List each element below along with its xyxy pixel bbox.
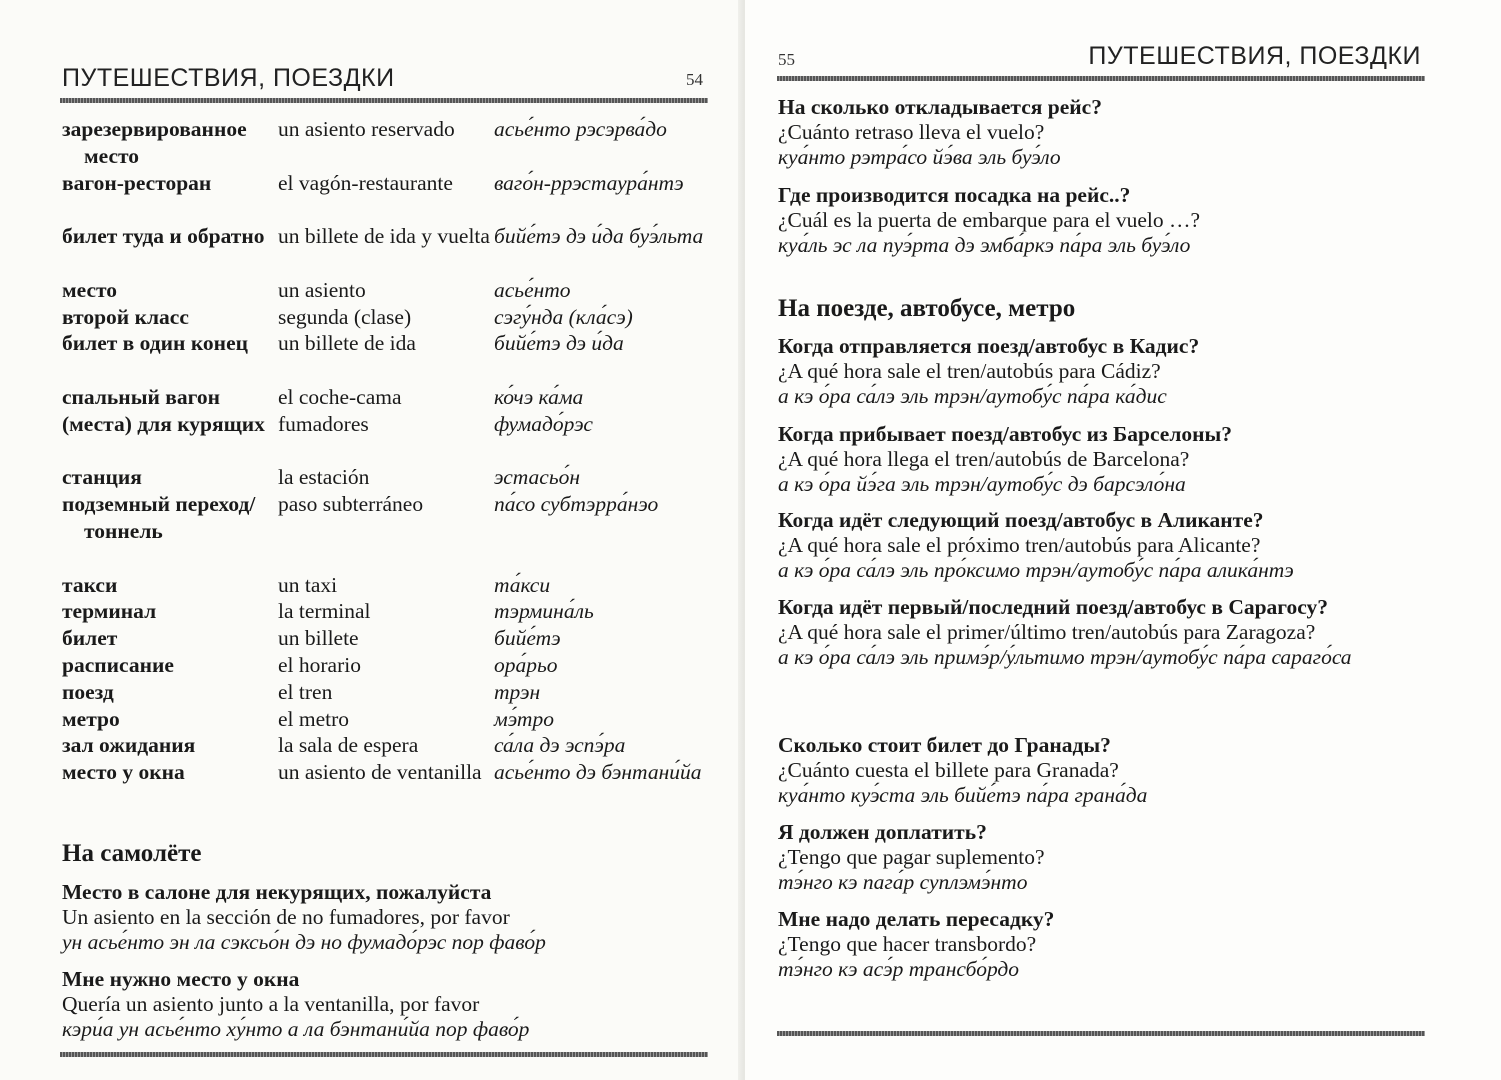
vocab-ru: место у окна (62, 760, 185, 785)
vocab-row (62, 411, 722, 465)
phrase-spanish: Quería un asiento junto a la ventanilla, por favor (62, 992, 480, 1016)
vocab-tr: са́ла дэ эспэ́ра (494, 733, 626, 758)
vocab-es: un billete (278, 626, 359, 651)
header-rule (60, 98, 708, 103)
phrase-russian: На сколько откладывается рейс? (778, 95, 1102, 119)
phrase-item (778, 595, 1378, 670)
phrase-item (778, 422, 1458, 497)
vocab-row (62, 732, 722, 759)
vocab-tr: эстасьо́н (494, 465, 581, 490)
page-number: 54 (686, 70, 703, 89)
vocab-tr: бийе́тэ дэ и́да буэ́льта (494, 224, 704, 249)
phrase-spanish: ¿Tengo que hacer transbordo? (778, 932, 1037, 956)
vocab-es: la sala de espera (278, 733, 419, 758)
phrase-spanish: ¿Cuánto cuesta el billete para Granada? (778, 758, 1119, 782)
section-title: На поезде, автобусе, метро (778, 295, 1076, 322)
phrase-spanish: ¿Cuál es la puerta de embarque para el vuelo …? (778, 208, 1201, 232)
vocab-row (62, 170, 722, 224)
phrase-transcription: а кэ о́ра са́лэ эль про́ксимо трэн/аутобу́с па́ра алика́нтэ (778, 558, 1294, 582)
header-rule (777, 76, 1425, 81)
vocab-es: fumadores (278, 411, 369, 436)
phrase-transcription: куа́ль эс ла пуэ́рта дэ эмба́ркэ па́ра эль буэ́ло (778, 233, 1191, 257)
phrase-spanish: ¿A qué hora sale el próximo tren/autobús para Alicante? (778, 533, 1261, 557)
vocab-ru: зарезервированное место (62, 117, 247, 168)
vocab-row (62, 572, 722, 599)
vocab-ru: расписание (62, 653, 174, 677)
vocab-es: un asiento reservado (278, 117, 455, 141)
vocab-es: un asiento de ventanilla (278, 760, 482, 785)
vocab-row (62, 679, 722, 706)
vocab-row (62, 223, 722, 277)
phrase-item (778, 820, 1458, 895)
vocab-row (62, 384, 722, 411)
phrase-item (778, 334, 1458, 409)
vocab-es: el vagón-restaurante (278, 170, 453, 195)
phrase-russian: Когда прибывает поезд/автобус из Барселоны? (778, 422, 1233, 446)
phrase-item (62, 880, 742, 955)
vocab-tr: ко́чэ ка́ма (494, 385, 584, 409)
vocab-ru: подземный переход/ тоннель (62, 492, 256, 543)
vocab-es: paso subterráneo (278, 492, 424, 517)
phrase-item (778, 95, 1458, 170)
vocab-tr: асье́нто дэ бэнтани́йа (494, 760, 702, 785)
phrase-russian: Место в салоне для некурящих, пожалуйста (62, 880, 492, 904)
vocab-es: un taxi (278, 572, 338, 597)
phrase-transcription: а кэ о́ра йэ́га эль трэн/аутобу́с дэ барсэло́на (778, 472, 1186, 496)
vocab-row (62, 652, 722, 679)
phrase-transcription: кэри́а ун асье́нто ху́нто а ла бэнтани́йа пор фаво́р (62, 1017, 530, 1041)
vocab-row (62, 304, 722, 331)
vocab-ru: терминал (62, 599, 157, 624)
right-page (745, 0, 1501, 1080)
phrase-item (778, 907, 1458, 982)
vocab-es: el horario (278, 653, 361, 677)
vocab-ru: (места) для курящих (62, 411, 265, 436)
vocab-tr: ваго́н-ррэстаура́нтэ (494, 170, 684, 195)
phrase-russian: Когда отправляется поезд/автобус в Кадис? (778, 334, 1200, 358)
footer-rule (777, 1031, 1425, 1036)
phrase-spanish: ¿Cuánto retraso lleva el vuelo? (778, 120, 1045, 144)
vocab-row (62, 625, 722, 652)
vocab-tr: мэ́тро (494, 706, 554, 731)
phrase-russian: Где производится посадка на рейс..? (778, 183, 1131, 207)
vocab-tr: асье́нто (494, 277, 571, 302)
vocab-es: un billete de ida (278, 331, 416, 356)
vocab-tr: бийе́тэ дэ и́да (494, 331, 624, 356)
vocab-es: el tren (278, 679, 333, 704)
vocab-tr: па́со субтэрра́нэо (494, 492, 659, 517)
phrase-russian: Когда идёт следующий поезд/автобус в Аликанте? (778, 508, 1264, 532)
running-head: ПУТЕШЕСТВИЯ, ПОЕЗДКИ (62, 64, 395, 92)
vocab-ru: спальный вагон (62, 385, 220, 409)
vocab-tr: тэрмина́ль (494, 599, 594, 624)
footer-rule (60, 1052, 708, 1057)
phrase-transcription: куа́нто рэтра́со йэ́ва эль буэ́ло (778, 145, 1061, 169)
vocab-row (62, 759, 722, 813)
vocab-tr: трэн (494, 679, 541, 704)
phrase-russian: Мне надо делать пересадку? (778, 907, 1055, 931)
vocab-ru: второй класс (62, 304, 189, 329)
vocab-es: segunda (clase) (278, 304, 412, 329)
phrase-russian: Мне нужно место у окна (62, 967, 300, 991)
phrase-item (778, 508, 1458, 583)
vocab-tr: асье́нто рэсэрва́до (494, 117, 667, 141)
vocab-ru: билет в один конец (62, 331, 248, 356)
phrase-item (778, 733, 1458, 808)
phrase-transcription: куа́нто куэ́ста эль бийе́тэ па́ра грана́да (778, 783, 1148, 807)
vocab-es: el metro (278, 706, 350, 731)
vocab-row (62, 330, 722, 384)
phrase-spanish: ¿A qué hora sale el primer/último tren/autobús para Zaragoza? (778, 620, 1316, 644)
phrase-spanish: ¿Tengo que pagar suplemento? (778, 845, 1045, 869)
vocab-ru: билет туда и обратно (62, 224, 265, 249)
vocab-tr: та́кси (494, 572, 551, 597)
vocab-ru: вагон-ресторан (62, 170, 212, 195)
phrase-transcription: тэ́нго кэ асэ́р трансбо́рдо (778, 957, 1020, 981)
vocab-es: el coche-cama (278, 385, 402, 409)
running-head: ПУТЕШЕСТВИЯ, ПОЕЗДКИ (1088, 42, 1421, 70)
vocab-ru: метро (62, 706, 120, 731)
phrase-transcription: а кэ о́ра са́лэ эль примэ́р/у́льтимо трэн/аутобу́с па́ра сараго́са (778, 645, 1352, 669)
phrase-transcription: тэ́нго кэ пага́р суплэмэ́нто (778, 870, 1028, 894)
vocab-ru: такси (62, 572, 118, 597)
phrase-item (778, 183, 1458, 258)
vocab-row (62, 464, 722, 491)
vocab-row (62, 706, 722, 733)
phrase-item (62, 967, 742, 1042)
vocab-row (62, 598, 722, 625)
vocab-ru: станция (62, 465, 142, 490)
phrase-spanish: Un asiento en la sección de no fumadores, por favor (62, 905, 510, 929)
phrase-spanish: ¿A qué hora llega el tren/autobús de Barcelona? (778, 447, 1190, 471)
vocab-row (62, 491, 722, 571)
phrase-russian: Я должен доплатить? (778, 820, 987, 844)
section-title: На самолёте (62, 840, 202, 867)
vocab-ru: поезд (62, 679, 114, 704)
phrase-russian: Сколько стоит билет до Гранады? (778, 733, 1111, 757)
vocab-ru: билет (62, 626, 118, 651)
vocab-tr: фумадо́рэс (494, 411, 593, 436)
vocab-es: un billete de ida y vuelta (278, 224, 490, 249)
vocab-es: la estación (278, 465, 370, 490)
vocab-ru: место (62, 277, 118, 302)
left-page (0, 0, 740, 1080)
vocab-row (62, 116, 722, 170)
phrase-russian: Когда идёт первый/последний поезд/автобус в Сарагосу? (778, 595, 1329, 619)
phrase-transcription: ун асье́нто эн ла сэксьо́н дэ но фумадо́рэс пор фаво́р (62, 930, 546, 954)
phrase-transcription: а кэ о́ра са́лэ эль трэн/аутобу́с па́ра ка́дис (778, 384, 1167, 408)
vocab-es: un asiento (278, 277, 366, 302)
vocab-es: la terminal (278, 599, 371, 624)
vocab-row (62, 277, 722, 304)
vocab-tr: ора́рьо (494, 653, 558, 677)
vocab-tr: бийе́тэ (494, 626, 561, 651)
phrase-spanish: ¿A qué hora sale el tren/autobús para Cádiz? (778, 359, 1161, 383)
vocab-tr: сэгу́нда (кла́сэ) (494, 304, 633, 329)
vocab-ru: зал ожидания (62, 733, 196, 758)
page-number: 55 (778, 50, 795, 69)
